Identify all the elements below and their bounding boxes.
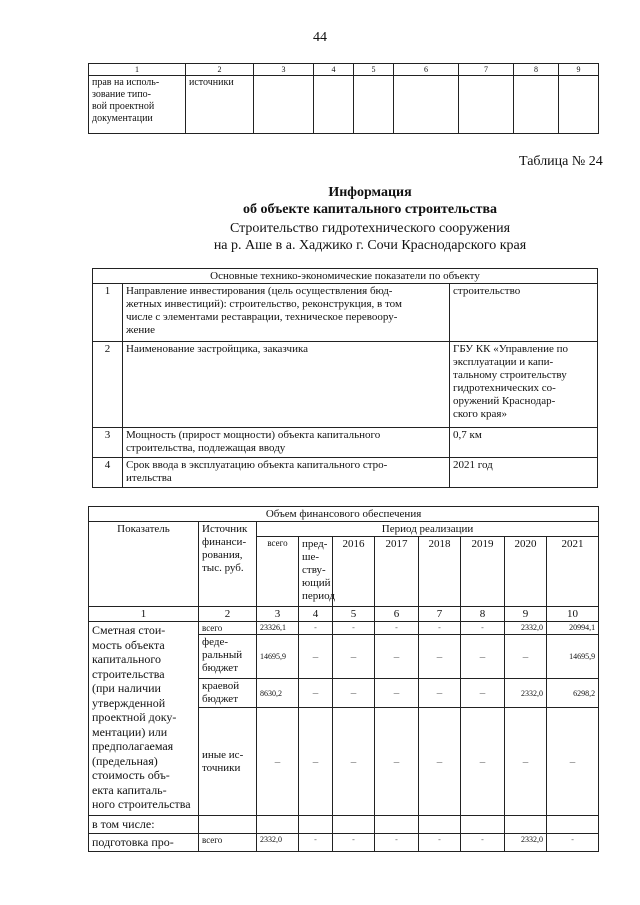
col-number: 1 — [89, 607, 199, 622]
value-cell: - — [419, 622, 461, 635]
indicator-row — [93, 284, 598, 342]
value-cell: – — [461, 708, 505, 816]
col-number: 6 — [394, 64, 459, 76]
col-number: 2 — [199, 607, 257, 622]
value-cell: – — [333, 635, 375, 679]
value-cell: – — [419, 635, 461, 679]
indicator-label: Наименование застройщика, заказчика — [123, 342, 450, 428]
value-cell: – — [333, 708, 375, 816]
in-that-label: в том числе: — [89, 816, 199, 834]
indicator-value: 2021 год — [450, 458, 598, 488]
col-year: 2017 — [375, 537, 419, 607]
value-cell: – — [333, 679, 375, 708]
col-number: 5 — [354, 64, 394, 76]
col-year: 2016 — [333, 537, 375, 607]
col-year: 2020 — [505, 537, 547, 607]
value-cell: - — [333, 622, 375, 635]
top-table-row — [89, 76, 599, 134]
col-number: 1 — [89, 64, 186, 76]
value-cell: - — [299, 622, 333, 635]
col-number: 10 — [547, 607, 599, 622]
col-number: 9 — [505, 607, 547, 622]
indicator-row — [93, 458, 598, 488]
value-cell: – — [375, 679, 419, 708]
col-number: 8 — [514, 64, 559, 76]
indicator-row — [93, 428, 598, 458]
value-cell: – — [299, 635, 333, 679]
value-cell: 6298,2 — [547, 679, 599, 708]
value-cell: – — [375, 708, 419, 816]
total-value: – — [257, 708, 299, 816]
indicator-value: 0,7 км — [450, 428, 598, 458]
value-cell: - — [461, 834, 505, 852]
source-label: всего — [199, 834, 257, 852]
value-cell: – — [505, 708, 547, 816]
row-number: 4 — [93, 458, 123, 488]
indicator-label: Направление инвестирования (цель осуществления бюд- жетных инвестиций): строительство, реконструкция, в том числе с элементами реставрации, техническое перевоору- жение — [123, 284, 450, 342]
top-table-header — [89, 64, 599, 76]
col-number: 8 — [461, 607, 505, 622]
value-cell: – — [299, 679, 333, 708]
value-cell: 14695,9 — [547, 635, 599, 679]
row-number: 3 — [93, 428, 123, 458]
source-label: иные ис- точники — [199, 708, 257, 816]
value-cell: - — [419, 834, 461, 852]
value-cell: – — [547, 708, 599, 816]
indicator-value: ГБУ КК «Управление по эксплуатации и капи- тальному строительству гидротехнических со- оружений Краснодар- ского края» — [450, 342, 598, 428]
col-number: 6 — [375, 607, 419, 622]
value-cell: - — [299, 834, 333, 852]
indicator-value: строительство — [450, 284, 598, 342]
col-number: 3 — [257, 607, 299, 622]
value-cell: – — [505, 635, 547, 679]
col-prev-period: пред- ше- ству- ющий период — [299, 537, 333, 607]
value-cell: – — [299, 708, 333, 816]
in-that-row — [89, 816, 599, 834]
top-table — [88, 63, 599, 134]
finance-row — [89, 622, 599, 635]
object-location: на р. Аше в а. Хаджико г. Сочи Краснодарского края — [213, 238, 527, 253]
indicator-label: Срок ввода в эксплуатацию объекта капитального стро- ительства — [123, 458, 450, 488]
indicator-text: Сметная стои- мость объекта капитального строительства (при наличии утвержденной проектной доку- ментации) или предполагаемая (предельная) стоимость объ- екта капиталь- ного строительства — [89, 622, 199, 816]
indicators-header: Основные технико-экономические показатели по объекту — [93, 269, 598, 284]
title-subheading: об объекте капитального строительства — [242, 202, 498, 217]
col-year: 2019 — [461, 537, 505, 607]
value-cell: – — [419, 679, 461, 708]
title-heading: Информация — [328, 185, 412, 200]
source-label: всего — [199, 622, 257, 635]
value-cell: – — [375, 635, 419, 679]
col-number: 7 — [459, 64, 514, 76]
indicator-row — [93, 342, 598, 428]
top-cell-sources: источники — [186, 76, 254, 134]
finance-row — [89, 834, 599, 852]
col-number: 2 — [186, 64, 254, 76]
finance-table — [88, 506, 599, 852]
col-number: 4 — [314, 64, 354, 76]
total-value: 2332,0 — [257, 834, 299, 852]
col-year: 2018 — [419, 537, 461, 607]
value-cell: 2332,0 — [505, 679, 547, 708]
col-total: всего — [257, 537, 299, 607]
value-cell: - — [333, 834, 375, 852]
indicator-text: подготовка про- — [89, 834, 199, 852]
value-cell: 20994,1 — [547, 622, 599, 635]
value-cell: - — [547, 834, 599, 852]
value-cell: – — [461, 679, 505, 708]
col-number: 3 — [254, 64, 314, 76]
col-number: 7 — [419, 607, 461, 622]
value-cell: - — [375, 834, 419, 852]
total-value: 23326,1 — [257, 622, 299, 635]
value-cell: – — [461, 635, 505, 679]
indicators-table — [92, 268, 598, 488]
col-number: 9 — [559, 64, 599, 76]
col-indicator: Показатель — [89, 522, 199, 607]
row-number: 2 — [93, 342, 123, 428]
value-cell: – — [419, 708, 461, 816]
value-cell: 2332,0 — [505, 834, 547, 852]
col-number: 5 — [333, 607, 375, 622]
col-source: Источник финанси- рования, тыс. руб. — [199, 522, 257, 607]
row-number: 1 — [93, 284, 123, 342]
value-cell: - — [375, 622, 419, 635]
col-numbers-row — [89, 607, 599, 622]
top-cell-rights: прав на исполь- зование типо- вой проектной документации — [89, 76, 186, 134]
indicator-label: Мощность (прирост мощности) объекта капитального строительства, подлежащая вводу — [123, 428, 450, 458]
total-value: 14695,9 — [257, 635, 299, 679]
object-name: Строительство гидротехнического сооружения — [229, 221, 511, 236]
source-label: краевой бюджет — [199, 679, 257, 708]
source-label: феде- ральный бюджет — [199, 635, 257, 679]
col-number: 4 — [299, 607, 333, 622]
finance-header: Объем финансового обеспечения — [89, 507, 599, 522]
total-value: 8630,2 — [257, 679, 299, 708]
value-cell: 2332,0 — [505, 622, 547, 635]
value-cell: - — [461, 622, 505, 635]
table-label: Таблица № 24 — [519, 154, 603, 169]
period-header: Период реализации — [257, 522, 599, 537]
page-number: 44 — [313, 30, 327, 45]
col-year: 2021 — [547, 537, 599, 607]
